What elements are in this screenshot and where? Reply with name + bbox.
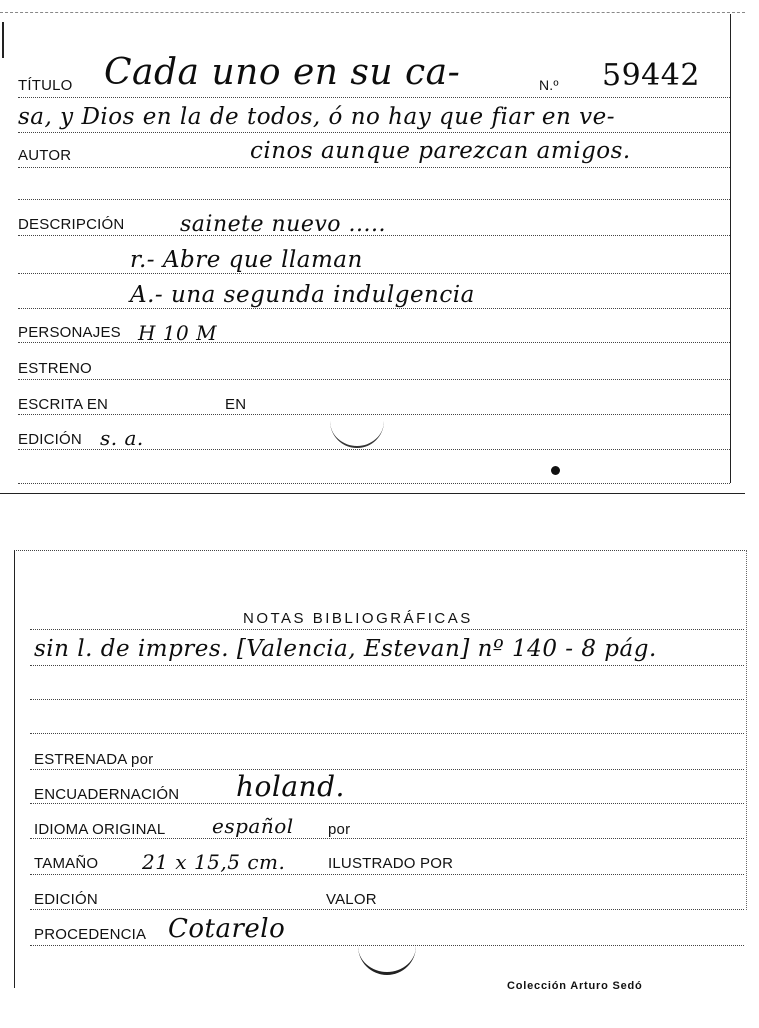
edicion-label: EDICIÓN (18, 431, 82, 448)
notes-title: NOTAS BIBLIOGRÁFICAS (243, 610, 473, 627)
card-right-border (730, 14, 731, 483)
titulo-line (18, 96, 730, 98)
titulo-handwriting: Cada uno en su ca- (104, 52, 461, 93)
estreno-label: ESTRENO (18, 360, 92, 377)
tamano-label: TAMAÑO (34, 855, 99, 872)
bottom-line (18, 482, 730, 484)
personajes-label: PERSONAJES (18, 324, 121, 341)
idioma-label: IDIOMA ORIGINAL (34, 821, 166, 838)
collection-footer: Colección Arturo Sedó (507, 980, 643, 992)
personajes-handwriting: H 10 M (138, 321, 218, 345)
card-left-mark (2, 22, 4, 58)
ink-spot (551, 466, 560, 475)
ilustrado-label: ILUSTRADO POR (328, 855, 454, 872)
descripcion-line-2 (18, 272, 730, 274)
procedencia-label: PROCEDENCIA (34, 926, 147, 943)
edicion-line (30, 908, 744, 910)
catalog-card-bottom (0, 540, 759, 1028)
numero-handwriting: 59442 (602, 58, 700, 93)
notes-line-4 (30, 732, 744, 734)
encuadernacion-handwriting: holand. (236, 770, 345, 803)
card-right-border (746, 550, 747, 910)
edicion-handwriting: s. a. (100, 426, 144, 450)
notes-line-2 (30, 664, 744, 666)
stamp-mark (330, 398, 384, 448)
card-top-edge (0, 12, 745, 13)
autor-line (18, 166, 730, 168)
titulo-handwriting-3: cinos aunque parezcan amigos. (250, 138, 631, 164)
estrenada-label: ESTRENADA por (34, 751, 154, 768)
descripcion-handwriting-3: A.- una segunda indulgencia (130, 282, 475, 308)
estreno-line (18, 378, 730, 380)
descripcion-label: DESCRIPCIÓN (18, 216, 125, 233)
en-label: EN (225, 396, 247, 413)
descripcion-handwriting: sainete nuevo ..... (180, 212, 386, 237)
titulo-handwriting-2: sa, y Dios en la de todos, ó no hay que fiar en ve- (18, 104, 615, 130)
autor-label: AUTOR (18, 147, 72, 164)
edicion-label: EDICIÓN (34, 891, 98, 908)
titulo-line-2 (18, 131, 730, 133)
personajes-line (18, 341, 730, 343)
blank-line (18, 198, 730, 200)
tamano-handwriting: 21 x 15,5 cm. (142, 850, 286, 874)
notas-handwriting: sin l. de impres. [Valencia, Estevan] nº 140 - 8 pág. (34, 636, 657, 662)
estrenada-line (30, 768, 744, 770)
procedencia-handwriting: Cotarelo (168, 914, 286, 944)
descripcion-handwriting-2: r.- Abre que llaman (130, 247, 363, 273)
tamano-line (30, 873, 744, 875)
notes-line-3 (30, 698, 744, 700)
valor-label: VALOR (326, 891, 377, 908)
catalog-card-top (0, 0, 745, 494)
escrita-en-label: ESCRITA EN (18, 396, 109, 413)
idioma-handwriting: español (212, 814, 294, 838)
numero-label: N.º (539, 77, 559, 93)
notes-line (30, 628, 744, 630)
titulo-label: TÍTULO (18, 77, 73, 94)
por-label: por (328, 821, 351, 838)
encuadernacion-label: ENCUADERNACIÓN (34, 786, 180, 803)
